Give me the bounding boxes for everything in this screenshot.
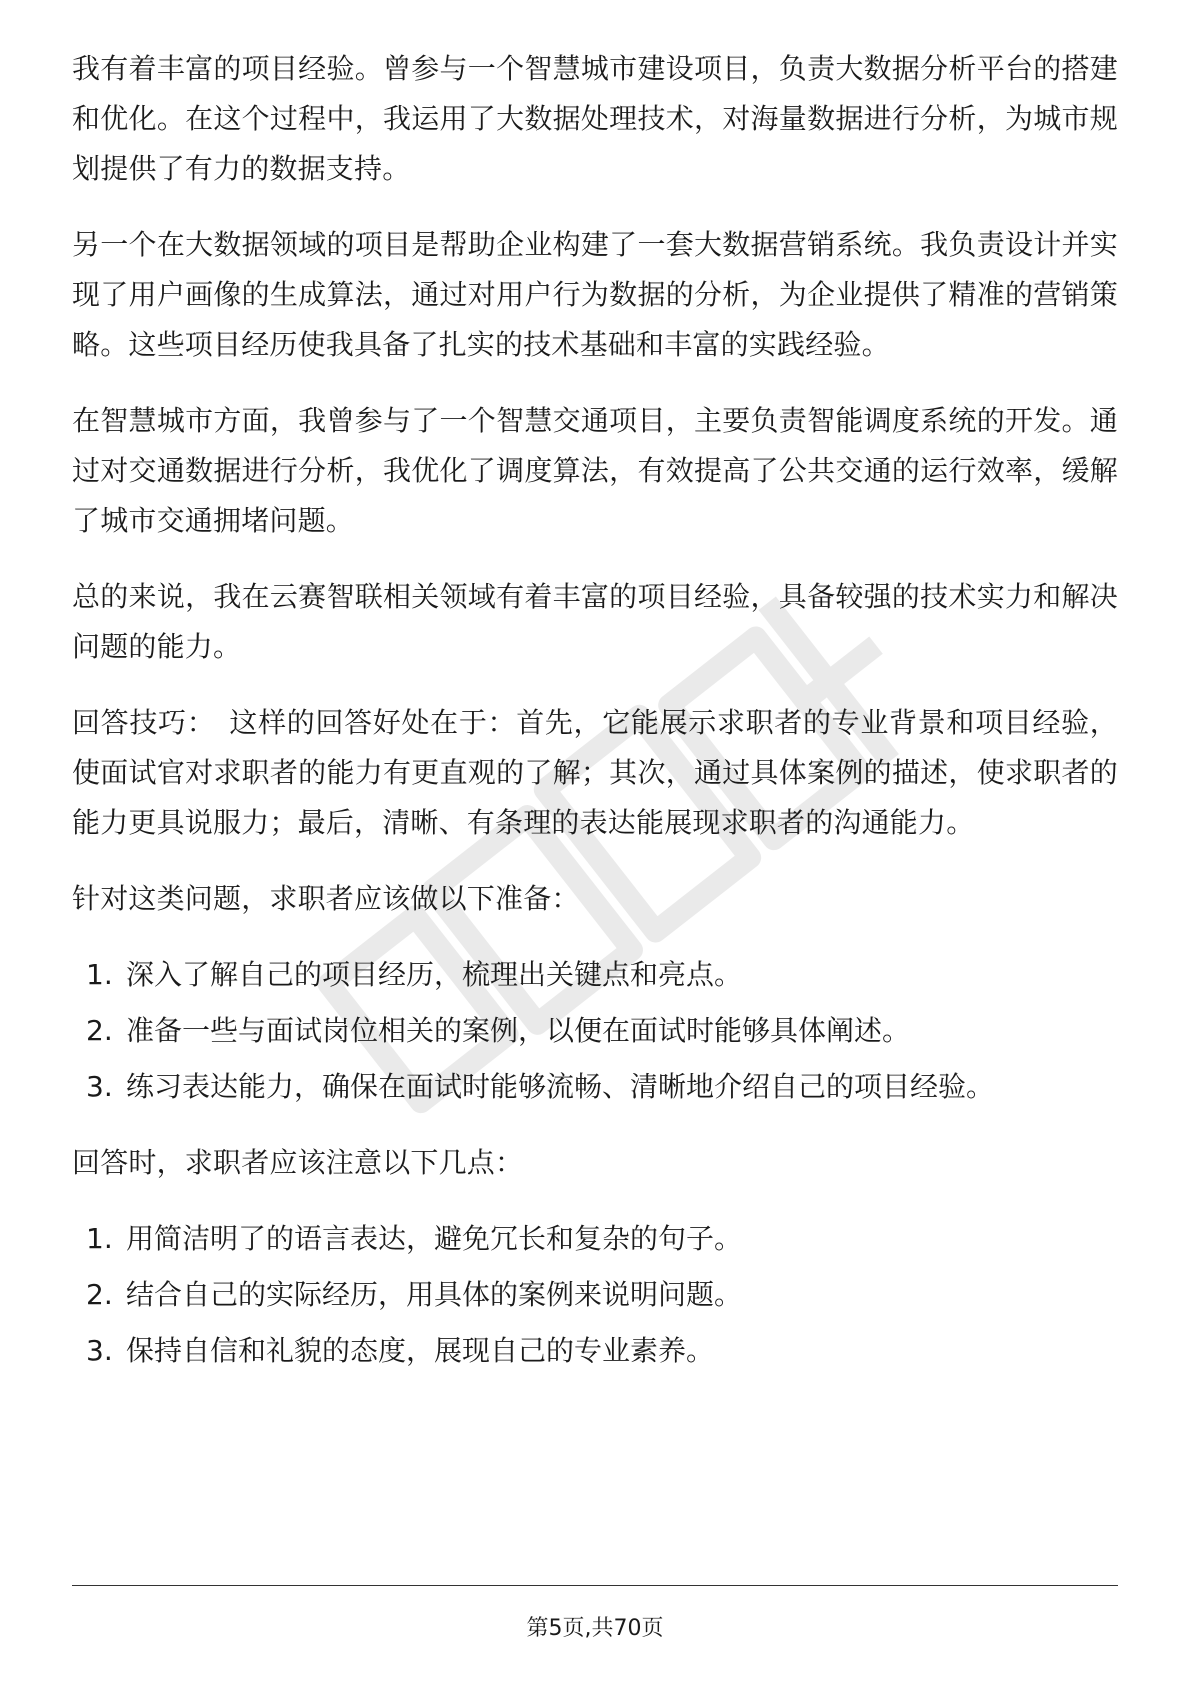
paragraph-project-experience: 我有着丰富的项目经验。曾参与一个智慧城市建设项目，负责大数据分析平台的搭建和优化。在这个过程中，我运用了大数据处理技术，对海量数据进行分析，为城市规划提供了有力的数据支持。 [72, 52, 1118, 185]
prep-list [72, 950, 1118, 1112]
footer-divider [72, 1585, 1118, 1586]
list-number: 1. [86, 1222, 113, 1255]
paragraph-summary: 总的来说，我在云赛智联相关领域有着丰富的项目经验，具备较强的技术实力和解决问题的能力。 [72, 580, 1118, 663]
list-item [72, 1326, 1118, 1376]
paragraph-smart-traffic: 在智慧城市方面，我曾参与了一个智慧交通项目，主要负责智能调度系统的开发。通过对交通数据进行分析，我优化了调度算法，有效提高了公共交通的运行效率，缓解了城市交通拥堵问题。 [72, 404, 1118, 537]
list-number: 3. [86, 1070, 113, 1103]
list-item [72, 950, 1118, 1000]
list-item [72, 1062, 1118, 1112]
list-item [72, 1214, 1118, 1264]
list-number: 1. [86, 958, 113, 991]
list-text: 深入了解自己的项目经历，梳理出关键点和亮点。 [126, 958, 743, 991]
list-text: 用简洁明了的语言表达，避免冗长和复杂的句子。 [126, 1222, 743, 1255]
prep-heading: 针对这类问题，求职者应该做以下准备： [72, 882, 580, 915]
paragraph-answer-tips [72, 698, 1118, 848]
list-item [72, 1270, 1118, 1320]
page-number: 第5页,共70页 [526, 1616, 664, 1641]
list-number: 2. [86, 1278, 113, 1311]
tips-text: 这样的回答好处在于：首先，它能展示求职者的专业背景和项目经验，使面试官对求职者的能力有更直观的了解；其次，通过具体案例的描述，使求职者的能力更具说服力；最后，清晰、有条理的表达能展现求职者的沟通能力。 [72, 706, 1118, 839]
list-text: 保持自信和礼貌的态度，展现自己的专业素养。 [126, 1334, 715, 1367]
list-text: 练习表达能力，确保在面试时能够流畅、清晰地介绍自己的项目经验。 [126, 1070, 995, 1103]
list-text: 准备一些与面试岗位相关的案例，以便在面试时能够具体阐述。 [126, 1014, 911, 1047]
document-page [72, 44, 1118, 1402]
notes-list [72, 1214, 1118, 1376]
tips-label: 回答技巧： [72, 706, 216, 739]
list-text: 结合自己的实际经历，用具体的案例来说明问题。 [126, 1278, 743, 1311]
list-item [72, 1006, 1118, 1056]
notes-heading: 回答时，求职者应该注意以下几点： [72, 1146, 524, 1179]
list-number: 3. [86, 1334, 113, 1367]
list-number: 2. [86, 1014, 113, 1047]
paragraph-marketing-project: 另一个在大数据领域的项目是帮助企业构建了一套大数据营销系统。我负责设计并实现了用户画像的生成算法，通过对用户行为数据的分析，为企业提供了精准的营销策略。这些项目经历使我具备了扎实的技术基础和丰富的实践经验。 [72, 228, 1118, 361]
